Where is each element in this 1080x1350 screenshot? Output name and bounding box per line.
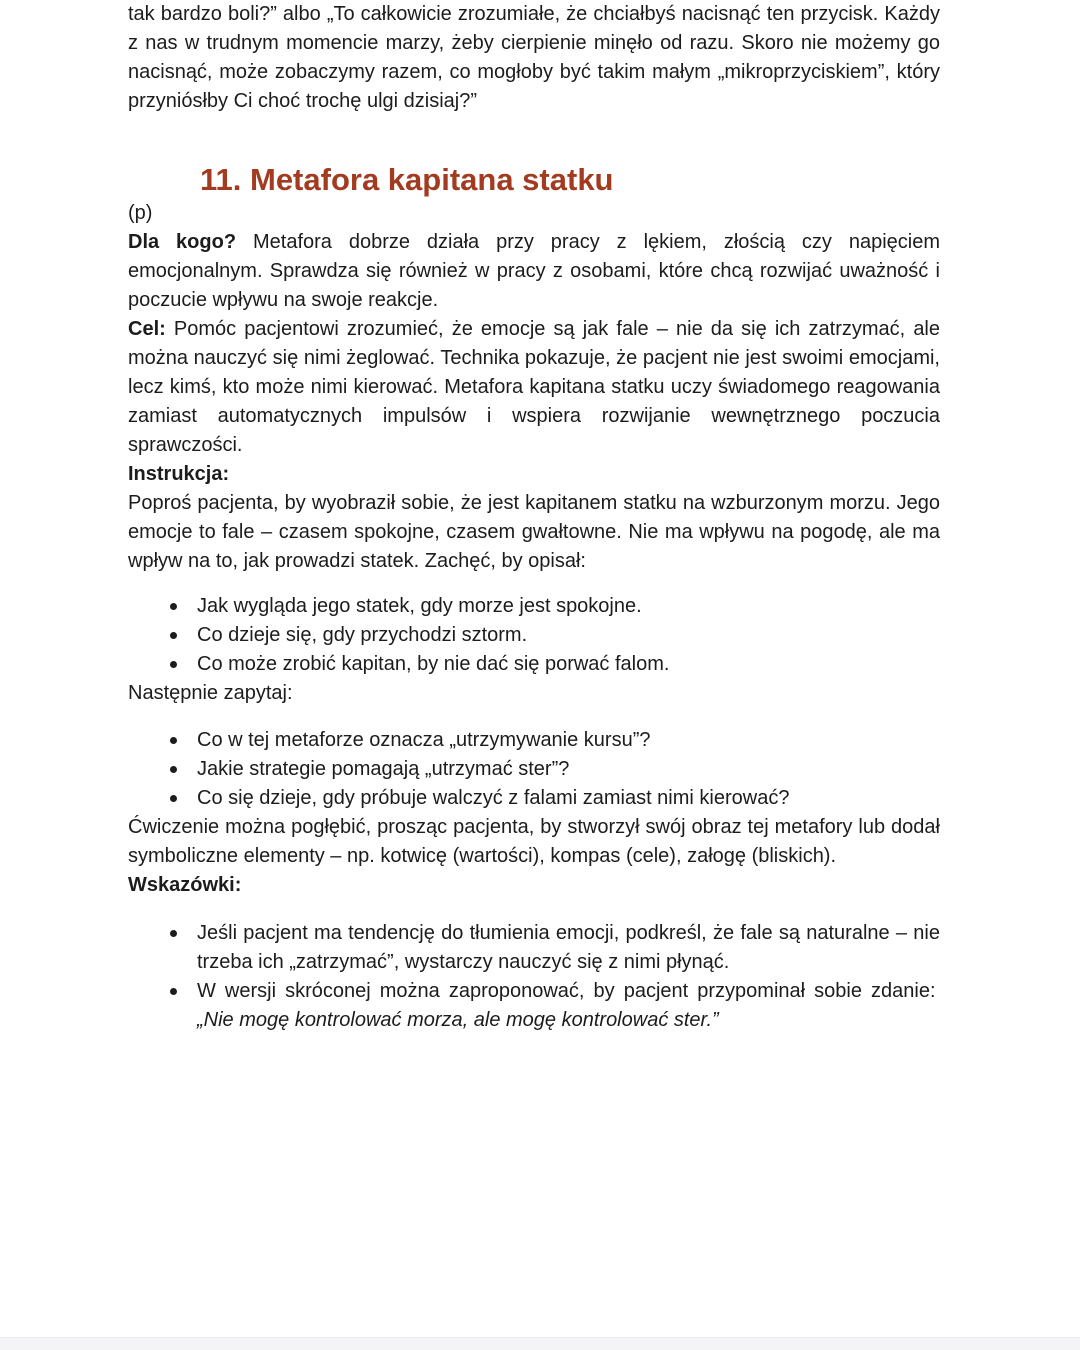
paragraph-nastepnie: Następnie zapytaj:	[128, 682, 293, 704]
list-item: Co może zrobić kapitan, by nie dać się porwać falom.	[128, 650, 940, 679]
list-wskazowki	[128, 919, 940, 1035]
list-item: Co się dzieje, gdy próbuje walczyć z falami zamiast nimi kierować?	[128, 784, 940, 813]
dla-kogo-text: Metafora dobrze działa przy pracy z lękiem, złością czy napięciem emocjonalnym. Sprawdza się również w pracy z osobami, które chcą rozwijać uważność i poczucie wpływu na swoje reakcje.	[128, 231, 940, 311]
instrukcja-text: Poproś pacjenta, by wyobraził sobie, że jest kapitanem statku na wzburzonym morzu. Jego emocje to fale – czasem spokojne, czasem gwałtowne. Nie ma wpływu na pogodę, ale ma wpływ na to, jak prowadzi statek. Zachęć, by opisał:	[128, 492, 940, 572]
instrukcja-label: Instrukcja:	[128, 463, 230, 485]
cel-label: Cel:	[128, 318, 166, 340]
paragraph-cwiczenie: Ćwiczenie można pogłębić, prosząc pacjenta, by stworzył swój obraz tej metafory lub dodał symboliczne elementy – np. kotwicę (wartości), kompas (cele), załogę (bliskich).	[128, 816, 940, 867]
section-heading: 11. Metafora kapitana statku	[200, 162, 614, 197]
marker-p: (p)	[128, 202, 153, 224]
wskazowka-text: W wersji skróconej można zaproponować, by pacjent przypominał sobie zdanie:	[197, 980, 936, 1002]
page-bottom-edge	[0, 1337, 1080, 1350]
wskazowki-label: Wskazówki:	[128, 874, 242, 896]
list-item: Jak wygląda jego statek, gdy morze jest spokojne.	[128, 592, 940, 621]
wskazowka-quote: „Nie mogę kontrolować morza, ale mogę kontrolować ster.”	[197, 1009, 719, 1031]
paragraph-cel	[128, 315, 940, 460]
cel-text: Pomóc pacjentowi zrozumieć, że emocje są jak fale – nie da się ich zatrzymać, ale można nauczyć się nimi żeglować. Technika pokazuje, że pacjent nie jest swoimi emocjami, lecz kimś, kto może nimi kierować. Metafora kapitana statku uczy świadomego reagowania zamiast automatycznych impulsów i wspiera rozwijanie wewnętrznego poczucia sprawczości.	[128, 318, 941, 456]
dla-kogo-label: Dla kogo?	[128, 231, 237, 253]
paragraph-dla-kogo	[128, 228, 940, 315]
list-opis	[128, 592, 940, 679]
list-item: Co w tej metaforze oznacza „utrzymywanie kursu”?	[128, 726, 940, 755]
list-item: Jakie strategie pomagają „utrzymać ster”?	[128, 755, 940, 784]
list-item: Co dzieje się, gdy przychodzi sztorm.	[128, 621, 940, 650]
document-content	[128, 0, 940, 1035]
list-item	[128, 977, 940, 1035]
paragraph-instrukcja	[128, 460, 940, 576]
list-item: Jeśli pacjent ma tendencję do tłumienia emocji, podkreśl, że fale są naturalne – nie trzeba ich „zatrzymać”, wystarczy nauczyć się z nimi płynąć.	[128, 919, 940, 977]
intro-paragraph: tak bardzo boli?” albo „To całkowicie zrozumiałe, że chciałbyś nacisnąć ten przycisk. Każdy z nas w trudnym momencie marzy, żeby cierpienie minęło od razu. Skoro nie możemy go nacisnąć, może zobaczymy razem, co mogłoby być takim małym „mikroprzyciskiem”, który przyniósłby Ci choć trochę ulgi dzisiaj?”	[128, 3, 940, 112]
list-pytania	[128, 726, 940, 813]
